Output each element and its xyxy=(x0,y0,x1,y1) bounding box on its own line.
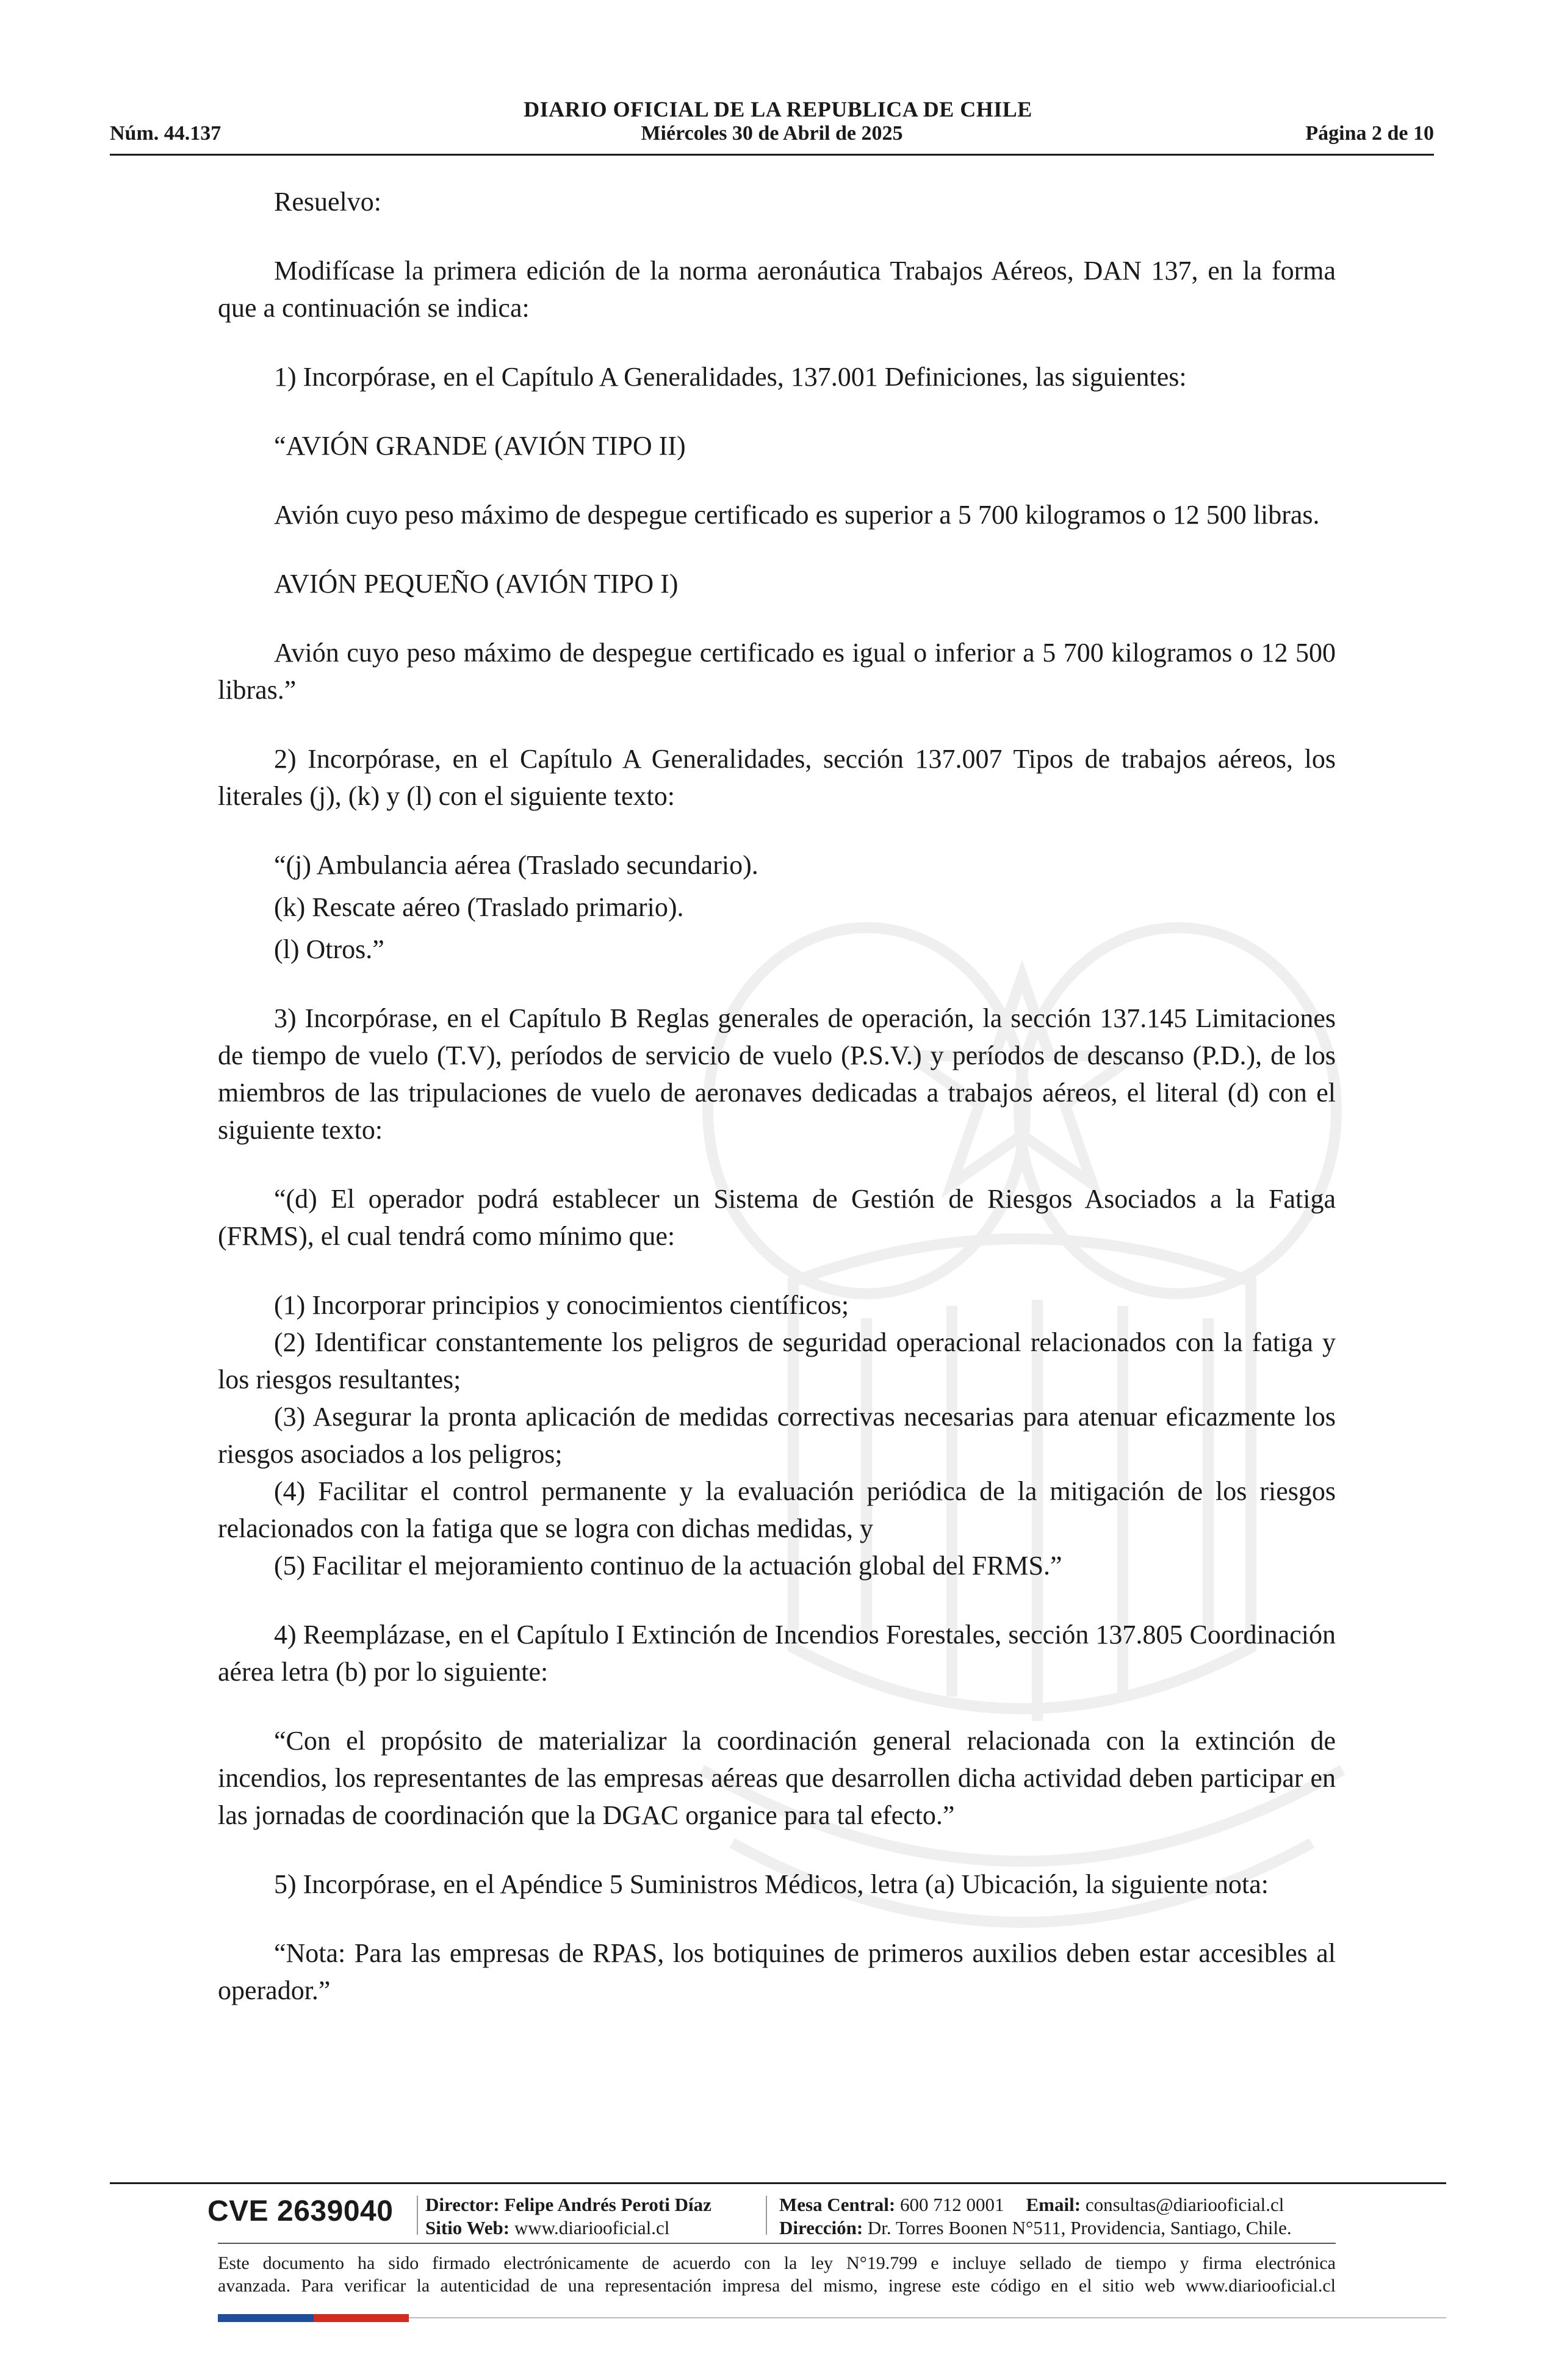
paragraph-item-4: 4) Reemplázase, en el Capítulo I Extinción de Incendios Forestales, sección 137.805 Coordinación aérea letra (b) por lo siguiente: xyxy=(218,1620,1336,1687)
header-divider xyxy=(110,154,1434,156)
header-row xyxy=(110,122,1434,149)
frms-point-1: (1) Incorporar principios y conocimientos científicos; xyxy=(274,1290,849,1320)
footer-director-block xyxy=(425,2193,711,2240)
literal-l: (l) Otros.” xyxy=(274,934,384,964)
document-body xyxy=(218,183,1336,2009)
legal-line-2: avanzada. Para verificar la autenticidad de una representación impresa del mismo, ingrese este código en el sitio web www.diariooficial.cl xyxy=(218,2276,1336,2296)
definition-heading-small: AVIÓN PEQUEÑO (AVIÓN TIPO I) xyxy=(274,569,679,599)
flag-stripe-line xyxy=(409,2317,1446,2318)
address-text: Dr. Torres Boonen N°511, Providencia, Santiago, Chile. xyxy=(867,2217,1292,2238)
literal-d: “(d) El operador podrá establecer un Sistema de Gestión de Riesgos Asociados a la Fatiga (FRMS), el cual tendrá como mínimo que: xyxy=(218,1184,1336,1251)
frms-point-2: (2) Identificar constantemente los peligros de seguridad operacional relacionados con la fatiga y los riesgos resultantes; xyxy=(218,1327,1336,1394)
publication-date: Miércoles 30 de Abril de 2025 xyxy=(641,122,903,145)
frms-point-4: (4) Facilitar el control permanente y la evaluación periódica de la mitigación de los riesgos relacionados con la fatiga que se logra con dichas medidas, y xyxy=(218,1476,1336,1543)
phone-number: 600 712 0001 xyxy=(900,2194,1004,2215)
coordination-text: “Con el propósito de materializar la coordinación general relacionada con la extinción de incendios, los representantes de las empresas aéreas que desarrollen dicha actividad deben participar en las jornadas de coordinación que la DGAC organice para tal efecto.” xyxy=(218,1726,1336,1830)
paragraph-item-2: 2) Incorpórase, en el Capítulo A Generalidades, sección 137.007 Tipos de trabajos aéreos, los literales (j), (k) y (l) con el siguiente texto: xyxy=(218,744,1336,811)
legal-line-1: Este documento ha sido firmado electrónicamente de acuerdo con la ley N°19.799 e incluye sellado de tiempo y firma electrónica xyxy=(218,2253,1336,2273)
page-number: Página 2 de 10 xyxy=(1305,122,1434,145)
definition-text-large: Avión cuyo peso máximo de despegue certificado es superior a 5 700 kilogramos o 12 500 libras. xyxy=(274,500,1320,530)
footer-divider xyxy=(110,2182,1446,2184)
director-name: Felipe Andrés Peroti Díaz xyxy=(504,2194,711,2215)
email-label: Email: xyxy=(1026,2194,1081,2215)
literal-j: “(j) Ambulancia aérea (Traslado secundario). xyxy=(274,850,758,880)
flag-stripe-red xyxy=(314,2314,409,2322)
literal-k: (k) Rescate aéreo (Traslado primario). xyxy=(274,892,684,922)
paragraph-intro: Modifícase la primera edición de la norma aeronáutica Trabajos Aéreos, DAN 137, en la forma que a continuación se indica: xyxy=(218,256,1336,323)
website-link[interactable]: www.diariooficial.cl xyxy=(514,2217,670,2238)
frms-point-3: (3) Asegurar la pronta aplicación de medidas correctivas necesarias para atenuar eficazmente los riesgos asociados a los peligros; xyxy=(218,1402,1336,1469)
paragraph-resuelvo: Resuelvo: xyxy=(274,187,381,217)
paragraph-item-1: 1) Incorpórase, en el Capítulo A Generalidades, 137.001 Definiciones, las siguientes: xyxy=(274,362,1187,392)
issue-number: Núm. 44.137 xyxy=(110,122,222,145)
definition-text-small: Avión cuyo peso máximo de despegue certificado es igual o inferior a 5 700 kilogramos o 12 500 libras.” xyxy=(218,638,1336,705)
footer-separator xyxy=(417,2196,418,2235)
phone-label: Mesa Central: xyxy=(779,2194,896,2215)
paragraph-item-5: 5) Incorpórase, en el Apéndice 5 Suministros Médicos, letra (a) Ubicación, la siguiente nota: xyxy=(274,1869,1269,1899)
footer-separator xyxy=(766,2196,767,2235)
website-label: Sitio Web: xyxy=(425,2217,510,2238)
footer-contact-block xyxy=(779,2193,1292,2240)
definition-heading-large: “AVIÓN GRANDE (AVIÓN TIPO II) xyxy=(274,431,686,461)
rpas-note: “Nota: Para las empresas de RPAS, los botiquines de primeros auxilios deben estar accesibles al operador.” xyxy=(218,1938,1336,2005)
address-label: Dirección: xyxy=(779,2217,863,2238)
frms-point-5: (5) Facilitar el mejoramiento continuo de la actuación global del FRMS.” xyxy=(274,1551,1062,1581)
footer-legal-note xyxy=(218,2252,1336,2297)
cve-code: CVE 2639040 xyxy=(207,2195,394,2227)
footer-thin-divider xyxy=(218,2243,1336,2244)
publication-title: DIARIO OFICIAL DE LA REPUBLICA DE CHILE xyxy=(524,97,1032,121)
flag-stripe-blue xyxy=(218,2314,314,2322)
email-link[interactable]: consultas@diariooficial.cl xyxy=(1085,2194,1284,2215)
director-label: Director: xyxy=(425,2194,500,2215)
paragraph-item-3: 3) Incorpórase, en el Capítulo B Reglas generales de operación, la sección 137.145 Limitaciones de tiempo de vuelo (T.V), períodos de servicio de vuelo (P.S.V.) y períodos de descanso (P.D.), de los miembros de las tripulaciones de vuelo de aeronaves dedicadas a trabajos aéreos, el literal (d) con el siguiente texto: xyxy=(218,1003,1336,1145)
